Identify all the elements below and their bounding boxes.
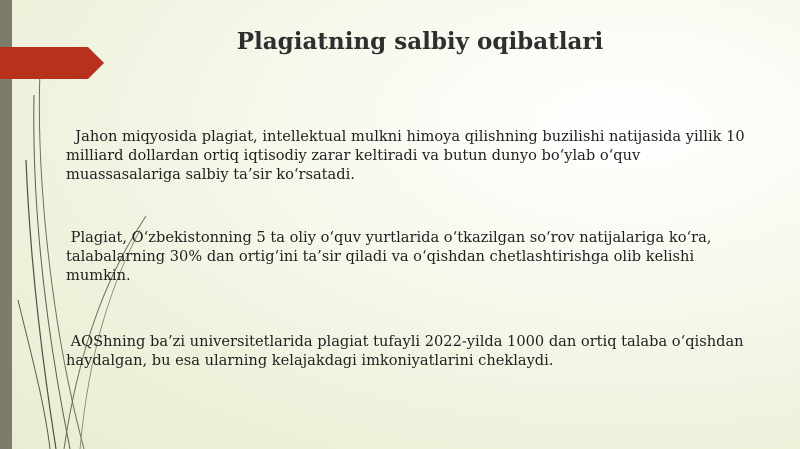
paragraph-usa-universities: AQShning ba’zi universitetlarida plagiat tufayli 2022-yilda 1000 dan ortiq talaba o‘qishdan haydalgan, bu esa ularning kelajakdagi imkoniyatlarini cheklaydi. [66, 333, 749, 369]
paragraph-uzbekistan-survey: Plagiat, O‘zbekistonning 5 ta oliy o‘quv yurtlarida o‘tkazilgan so‘rov natijalariga ko‘ra, talabalarning 30% dan ortig‘ini ta’sir qiladi va o‘qishdan chetlashtirishga olib kelishi mumkin. [66, 229, 717, 284]
slide-title: Plagiatning salbiy oqibatlari [236, 28, 604, 55]
decorative-curve [34, 95, 70, 449]
paragraph-global-impact: Jahon miqyosida plagiat, intellektual mulkni himoya qilishning buzilishi natijasida yillik 10 milliard dollardan ortiq iqtisodiy zarar keltiradi va butun dunyo bo‘ylab o‘quv muassasalariga salbiy ta’sir ko‘rsatadi. [66, 128, 750, 183]
decorative-curve [18, 300, 50, 449]
accent-arrow-shape [0, 47, 104, 79]
decorative-curve [26, 160, 56, 449]
